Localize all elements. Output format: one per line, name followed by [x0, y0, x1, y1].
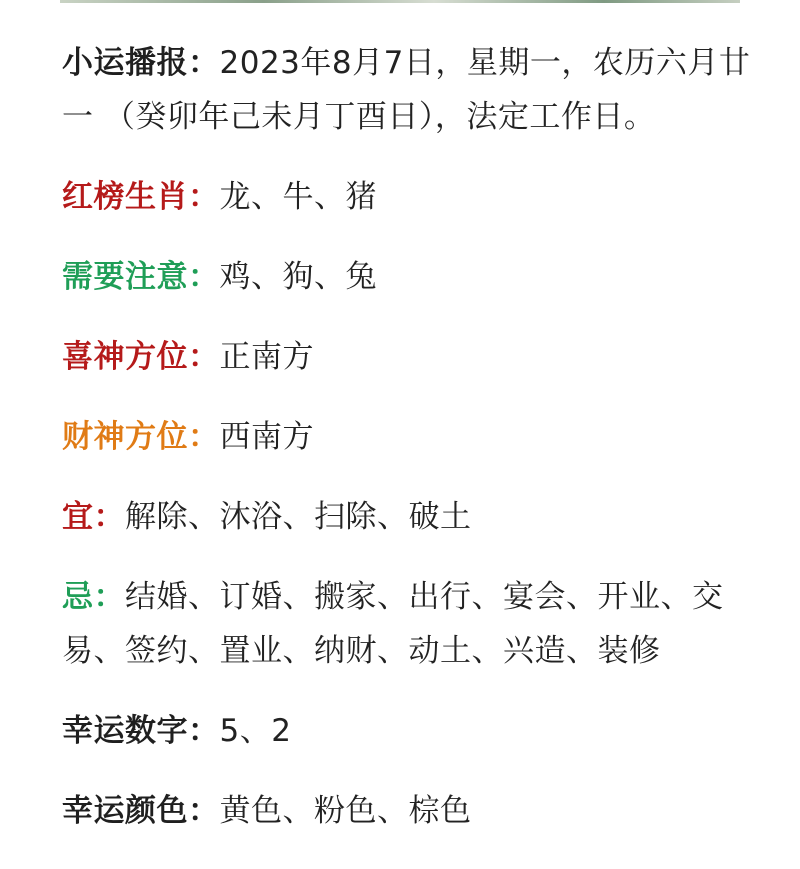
- lucky-colors-text: 黄色、粉色、棕色: [219, 793, 472, 829]
- joy-god-direction-text: 正南方: [219, 339, 314, 375]
- wealth-god-direction: [62, 410, 752, 464]
- caution-zodiac: [62, 250, 752, 304]
- daily-broadcast-text: 2023年8月7日，星期一，农历六月廿一 （癸卯年己未月丁酉日），法定工作日。: [62, 45, 751, 135]
- lucky-colors-label: 幸运颜色：: [62, 793, 220, 829]
- lucky-zodiac-text: 龙、牛、猪: [219, 179, 377, 215]
- daily-broadcast: [62, 36, 752, 144]
- top-image-edge: [60, 0, 740, 3]
- suitable-activities-text: 解除、沐浴、扫除、破土: [125, 499, 472, 535]
- almanac-article: [62, 36, 752, 864]
- joy-god-direction: [62, 330, 752, 384]
- lucky-numbers-text: 5、2: [219, 713, 292, 749]
- avoid-activities-text: 结婚、订婚、搬家、出行、宴会、开业、交易、签约、置业、纳财、动土、兴造、装修: [62, 579, 724, 669]
- daily-broadcast-label: 小运播报：: [62, 45, 220, 81]
- lucky-numbers: [62, 704, 752, 758]
- lucky-colors: [62, 784, 752, 838]
- lucky-numbers-label: 幸运数字：: [62, 713, 220, 749]
- suitable-activities: [62, 490, 752, 544]
- suitable-activities-label: 宜：: [62, 499, 125, 535]
- avoid-activities-label: 忌：: [62, 579, 125, 615]
- lucky-zodiac-label: 红榜生肖：: [62, 179, 220, 215]
- lucky-zodiac: [62, 170, 752, 224]
- caution-zodiac-text: 鸡、狗、兔: [219, 259, 377, 295]
- caution-zodiac-label: 需要注意：: [62, 259, 220, 295]
- avoid-activities: [62, 570, 752, 678]
- wealth-god-direction-label: 财神方位：: [62, 419, 220, 455]
- joy-god-direction-label: 喜神方位：: [62, 339, 220, 375]
- wealth-god-direction-text: 西南方: [219, 419, 314, 455]
